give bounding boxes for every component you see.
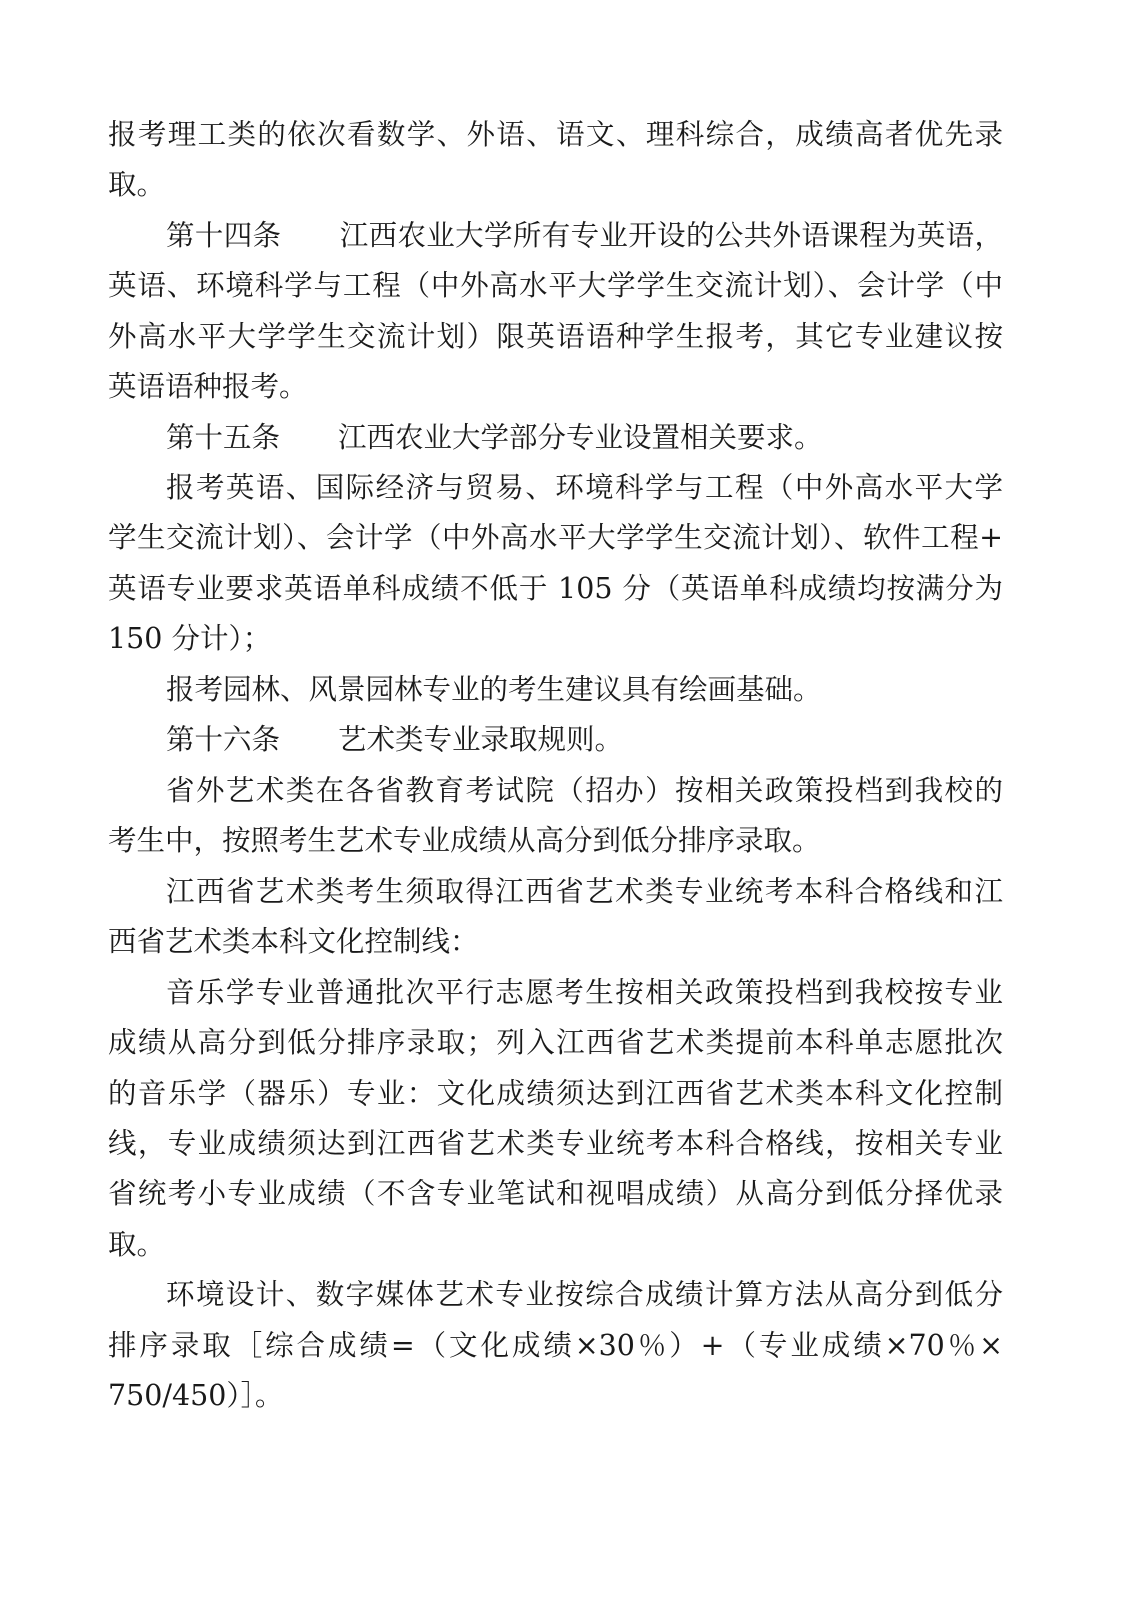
paragraph-line: 江西省艺术类考生须取得江西省艺术类专业统考本科合格线和江 [166, 875, 1003, 908]
paragraph-line: 省外艺术类在各省教育考试院（招办）按相关政策投档到我校的 [166, 774, 1003, 807]
paragraph-line: 省统考小专业成绩（不含专业笔试和视唱成绩）从高分到低分择优录 [108, 1177, 1003, 1210]
paragraph-line: 150 分计）； [108, 622, 272, 655]
paragraph-line: 取。 [108, 1228, 166, 1261]
article-text: 江西农业大学所有专业开设的公共外语课程为英语， [339, 219, 1003, 252]
article-text: 艺术类专业录取规则。 [338, 723, 624, 756]
article-number: 第十六条 [166, 723, 281, 756]
paragraph-line: 取。 [108, 168, 166, 201]
paragraph-line: 排序录取［综合成绩=（文化成绩×30％）+（专业成绩×70％× [108, 1329, 1003, 1362]
paragraph-line: 成绩从高分到低分排序录取；列入江西省艺术类提前本科单志愿批次 [108, 1026, 1003, 1059]
paragraph-line: 报考理工类的依次看数学、外语、语文、理科综合，成绩高者优先录 [108, 118, 1003, 151]
paragraph-line: 外高水平大学学生交流计划）限英语语种学生报考，其它专业建议按 [108, 320, 1003, 353]
paragraph-line: 环境设计、数字媒体艺术专业按综合成绩计算方法从高分到低分 [166, 1278, 1003, 1311]
paragraph-line: 音乐学专业普通批次平行志愿考生按相关政策投档到我校按专业 [166, 976, 1003, 1009]
paragraph-line: 的音乐学（器乐）专业：文化成绩须达到江西省艺术类本科文化控制 [108, 1077, 1003, 1110]
paragraph-line: 线，专业成绩须达到江西省艺术类专业统考本科合格线，按相关专业 [108, 1127, 1003, 1160]
paragraph-line: 西省艺术类本科文化控制线： [108, 925, 479, 958]
article-number: 第十五条 [166, 421, 281, 454]
article-14-line [166, 216, 1003, 256]
paragraph-line: 报考园林、风景园林专业的考生建议具有绘画基础。 [166, 673, 822, 706]
article-text: 江西农业大学部分专业设置相关要求。 [338, 421, 823, 454]
paragraph-line: 英语、环境科学与工程（中外高水平大学学生交流计划）、会计学（中 [108, 269, 1003, 302]
paragraph-line: 学生交流计划）、会计学（中外高水平大学学生交流计划）、软件工程+ [108, 521, 1003, 554]
paragraph-line: 英语专业要求英语单科成绩不低于 105 分（英语单科成绩均按满分为 [108, 572, 1003, 605]
paragraph-line: 报考英语、国际经济与贸易、环境科学与工程（中外高水平大学 [166, 471, 1003, 504]
paragraph-line: 考生中，按照考生艺术专业成绩从高分到低分排序录取。 [108, 824, 821, 857]
paragraph-line: 英语语种报考。 [108, 370, 308, 403]
article-15-line [166, 418, 1003, 458]
paragraph-line: 750/450）］。 [108, 1379, 284, 1412]
article-16-line [166, 720, 1003, 760]
article-number: 第十四条 [166, 219, 282, 252]
